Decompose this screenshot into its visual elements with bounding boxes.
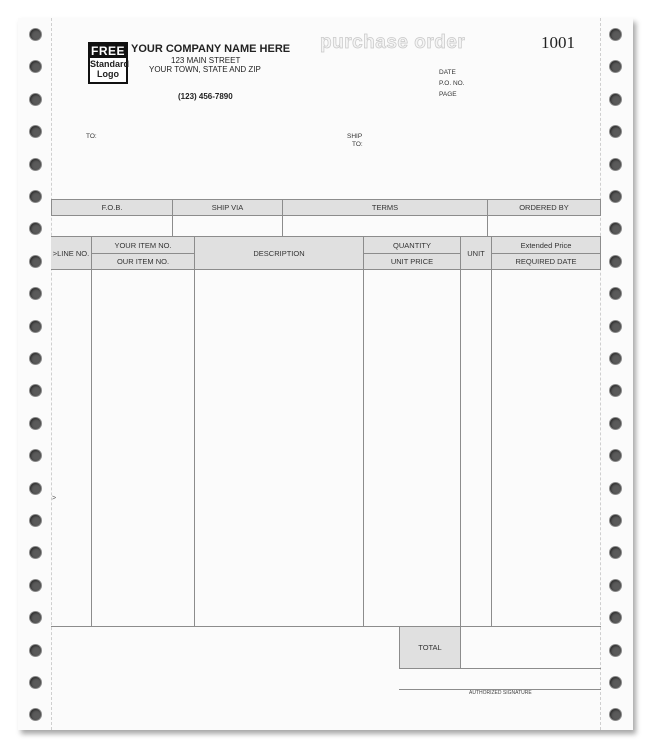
column-rule <box>194 269 195 626</box>
table-bottom-rule <box>51 626 601 627</box>
ship-to-label: TO: <box>352 141 363 148</box>
left-feed-hole <box>30 191 41 202</box>
left-feed-hole <box>30 321 41 332</box>
logo-logo-text: Logo <box>97 69 119 79</box>
form-title: purchase order <box>320 32 466 53</box>
left-feed-hole <box>30 483 41 494</box>
right-feed-hole <box>610 483 621 494</box>
right-feed-hole <box>610 353 621 364</box>
left-feed-hole <box>30 94 41 105</box>
left-feed-hole <box>30 256 41 267</box>
required-date-header: REQUIRED DATE <box>491 253 601 270</box>
your-item-no-header: YOUR ITEM NO. <box>91 236 195 254</box>
left-feed-hole <box>30 159 41 170</box>
column-rule <box>491 269 492 626</box>
right-feed-hole <box>610 94 621 105</box>
right-feed-hole <box>610 321 621 332</box>
left-feed-hole <box>30 353 41 364</box>
unit-header: UNIT <box>460 236 492 270</box>
company-street: 123 MAIN STREET <box>171 56 241 65</box>
left-feed-hole <box>30 29 41 40</box>
company-phone: (123) 456-7890 <box>178 92 233 101</box>
page-label: PAGE <box>439 91 457 98</box>
left-perforation <box>51 18 52 730</box>
right-perforation <box>600 18 601 730</box>
right-feed-hole <box>610 256 621 267</box>
logo-standard-text: Standard <box>90 59 130 69</box>
side-marker: > <box>52 495 57 502</box>
ordered-by-header: ORDERED BY <box>487 199 601 216</box>
extended-price-header: Extended Price <box>491 236 601 254</box>
total-value-rule <box>460 668 601 669</box>
terms-divider <box>487 215 488 237</box>
left-feed-hole <box>30 418 41 429</box>
company-name: YOUR COMPANY NAME HERE <box>131 43 291 55</box>
terms-divider <box>282 215 283 237</box>
column-rule <box>91 269 92 626</box>
left-feed-hole <box>30 677 41 688</box>
form-number: 1001 <box>541 33 575 52</box>
signature-label: AUTHORIZED SIGNATURE <box>469 690 532 696</box>
date-label: DATE <box>439 69 456 76</box>
line-no-header: >LINE NO. <box>51 236 92 270</box>
right-feed-hole <box>610 580 621 591</box>
po-number-label: P.O. NO. <box>439 80 465 87</box>
left-feed-hole <box>30 515 41 526</box>
total-label: TOTAL <box>399 626 461 669</box>
description-header: DESCRIPTION <box>194 236 364 270</box>
left-feed-hole <box>30 580 41 591</box>
continuous-form-sheet <box>18 18 633 730</box>
company-city: YOUR TOWN, STATE AND ZIP <box>149 65 261 74</box>
ship-via-header: SHIP VIA <box>172 199 283 216</box>
right-feed-hole <box>610 191 621 202</box>
right-feed-hole <box>610 159 621 170</box>
right-feed-hole <box>610 677 621 688</box>
ship-label: SHIP <box>347 133 363 140</box>
to-label: TO: <box>86 133 97 140</box>
right-feed-hole <box>610 515 621 526</box>
terms-header: TERMS <box>282 199 488 216</box>
free-standard-logo <box>88 42 128 84</box>
quantity-header: QUANTITY <box>363 236 461 254</box>
fob-header: F.O.B. <box>51 199 173 216</box>
logo-free-text: FREE <box>90 44 125 58</box>
right-feed-hole <box>610 645 621 656</box>
terms-divider <box>172 215 173 237</box>
right-feed-hole <box>610 418 621 429</box>
right-feed-hole <box>610 29 621 40</box>
column-rule <box>460 269 461 626</box>
left-feed-hole <box>30 645 41 656</box>
unit-price-header: UNIT PRICE <box>363 253 461 270</box>
our-item-no-header: OUR ITEM NO. <box>91 253 195 270</box>
column-rule <box>363 269 364 626</box>
